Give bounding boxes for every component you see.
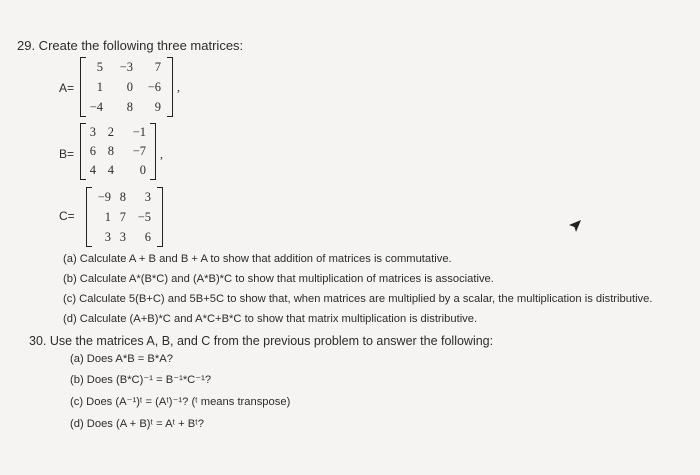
problem-29-part-c: (c) Calculate 5(B+C) and 5B+5C to show that, when matrices are multiplied by a scalar, the multiplication is distributive. <box>63 293 653 305</box>
matrix-c-cell: 3 <box>119 230 126 244</box>
matrix-b-cell: 8 <box>107 144 114 158</box>
matrix-a-cell: 0 <box>126 80 133 94</box>
matrix-b-cell: 4 <box>107 163 114 177</box>
matrix-c-cell: 3 <box>104 230 111 244</box>
matrix-c-cell: −5 <box>137 210 151 224</box>
matrix-b-cell: 4 <box>89 163 96 177</box>
matrix-c-cell: 3 <box>144 190 151 204</box>
matrix-c-row <box>86 210 163 225</box>
matrix-b-cell: −7 <box>132 144 146 158</box>
matrix-b-row <box>80 144 156 159</box>
matrix-c-cell: 6 <box>144 230 151 244</box>
problem-29-heading: 29. Create the following three matrices: <box>17 38 244 53</box>
matrix-a <box>80 57 173 117</box>
matrix-a-label: A= <box>59 81 75 95</box>
matrix-b-row <box>80 163 156 178</box>
matrix-a-comma: , <box>177 80 180 94</box>
problem-30-part-c: (c) Does (A⁻¹)ᵗ = (Aᵗ)⁻¹? (ᵗ means transpose) <box>70 396 291 408</box>
problem-29-part-d: (d) Calculate (A+B)*C and A*C+B*C to show that matrix multiplication is distributive. <box>63 313 478 325</box>
matrix-c-cell: −9 <box>97 190 111 204</box>
matrix-b-cell: −1 <box>132 125 146 139</box>
matrix-a-cell: 8 <box>126 100 133 114</box>
matrix-c-cell: 7 <box>119 210 126 224</box>
matrix-a-cell: 9 <box>154 100 161 114</box>
matrix-a-row <box>80 60 173 75</box>
matrix-b-label: B= <box>59 147 75 161</box>
problem-30-part-d: (d) Does (A + B)ᵗ = Aᵗ + Bᵗ? <box>70 418 204 430</box>
matrix-c-cell: 1 <box>104 210 111 224</box>
problem-30-part-b: (b) Does (B*C)⁻¹ = B⁻¹*C⁻¹? <box>70 374 212 386</box>
matrix-c-label: C= <box>59 209 75 223</box>
matrix-b-cell: 0 <box>139 163 146 177</box>
matrix-c-row <box>86 230 163 245</box>
matrix-c-row <box>86 190 163 205</box>
matrix-b <box>80 123 156 180</box>
problem-29-part-a: (a) Calculate A + B and B + A to show that addition of matrices is commutative. <box>63 253 452 265</box>
matrix-a-row <box>80 100 173 115</box>
matrix-a-cell: 1 <box>96 80 103 94</box>
matrix-a-cell: −3 <box>119 60 133 74</box>
matrix-b-row <box>80 125 156 140</box>
matrix-b-comma: , <box>160 147 163 161</box>
matrix-a-row <box>80 80 173 95</box>
matrix-c-cell: 8 <box>119 190 126 204</box>
matrix-c <box>86 187 163 247</box>
matrix-a-cell: −4 <box>89 100 103 114</box>
matrix-a-cell: −6 <box>147 80 161 94</box>
matrix-a-cell: 5 <box>96 60 103 74</box>
problem-30-heading: 30. Use the matrices A, B, and C from the previous problem to answer the following: <box>29 334 494 348</box>
matrix-b-cell: 3 <box>89 125 96 139</box>
problem-29-part-b: (b) Calculate A*(B*C) and (A*B)*C to show that multiplication of matrices is associative. <box>63 273 494 285</box>
matrix-b-cell: 2 <box>107 125 114 139</box>
matrix-a-cell: 7 <box>154 60 161 74</box>
problem-30-part-a: (a) Does A*B = B*A? <box>70 353 173 365</box>
mouse-cursor-icon <box>568 219 582 233</box>
matrix-b-cell: 6 <box>89 144 96 158</box>
